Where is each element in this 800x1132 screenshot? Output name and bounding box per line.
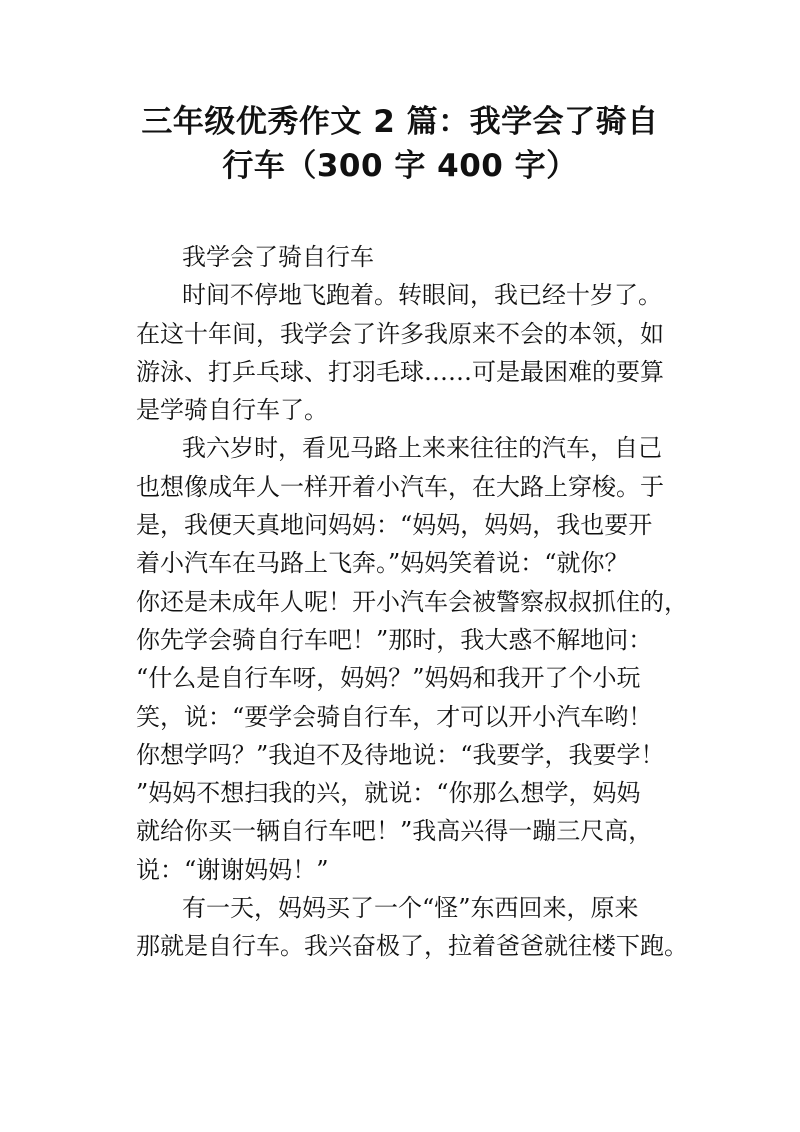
text-line: 是学骑自行车了。 xyxy=(136,396,328,425)
text-line: 时间不停地飞跑着。转眼间，我已经十岁了。 xyxy=(182,281,662,310)
article-subtitle: 我学会了骑自行车 xyxy=(182,243,374,271)
text-line: 笑，说：“要学会骑自行车，才可以开小汽车哟！ xyxy=(136,702,653,731)
text-line: 在这十年间，我学会了许多我原来不会的本领，如 xyxy=(136,319,664,348)
text-line: 你先学会骑自行车吧！”那时，我大惑不解地问： xyxy=(136,625,653,654)
text-line: 着小汽车在马路上飞奔。”妈妈笑着说：“就你？ xyxy=(136,549,629,578)
text-line: 是，我便天真地问妈妈：“妈妈，妈妈，我也要开 xyxy=(136,511,653,540)
title-line: 行车（300 字 400 字） xyxy=(222,148,578,184)
title-line: 三年级优秀作文 2 篇：我学会了骑自 xyxy=(141,104,659,140)
text-line: 那就是自行车。我兴奋极了，拉着爸爸就往楼下跑。 xyxy=(136,932,688,961)
text-line: ”妈妈不想扫我的兴，就说：“你那么想学，妈妈 xyxy=(136,779,641,808)
text-line: 有一天，妈妈买了一个“怪”东西回来，原来 xyxy=(182,894,639,923)
text-line: 就给你买一辆自行车吧！”我高兴得一蹦三尺高， xyxy=(136,817,653,846)
document-title xyxy=(100,100,700,188)
text-line: 你想学吗？”我迫不及待地说：“我要学，我要学！ xyxy=(136,740,665,769)
text-line: 游泳、打乒乓球、打羽毛球……可是最困难的要算 xyxy=(136,357,664,386)
text-line: 也想像成年人一样开着小汽车，在大路上穿梭。于 xyxy=(136,472,664,501)
text-line: 你还是未成年人呢！开小汽车会被警察叔叔抓住的， xyxy=(136,587,688,616)
text-line: 说：“谢谢妈妈！” xyxy=(136,855,329,884)
text-line: “什么是自行车呀，妈妈？”妈妈和我开了个小玩 xyxy=(136,664,641,693)
text-line: 我六岁时，看见马路上来来往往的汽车，自己 xyxy=(182,434,662,463)
article-body xyxy=(136,238,688,966)
